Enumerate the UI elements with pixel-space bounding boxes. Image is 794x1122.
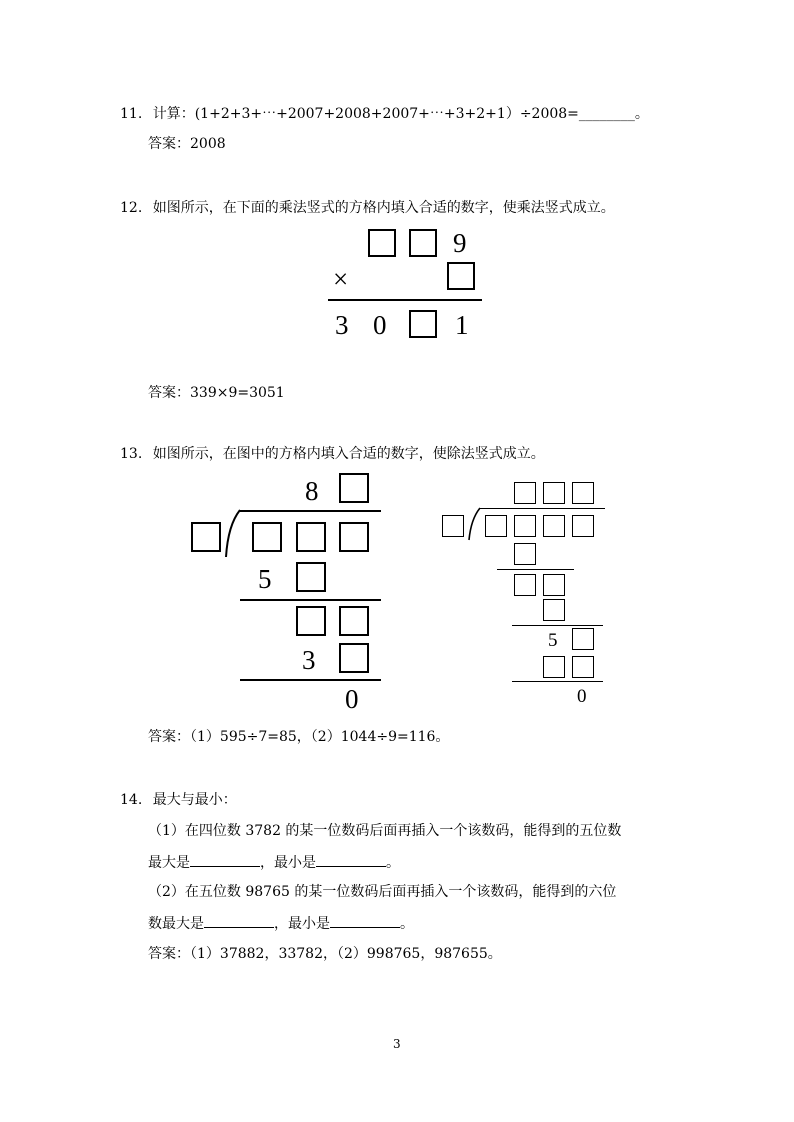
subtraction-rule [240,599,381,601]
part-2-line-2 [148,913,414,934]
answer-blank[interactable] [316,852,386,867]
blank-box[interactable] [339,606,369,636]
quotient-digit: 8 [305,476,319,506]
question-number: 11. [120,106,143,122]
blank-box[interactable] [252,522,282,552]
answer-blank[interactable] [204,913,274,928]
blank-box[interactable] [409,310,437,338]
question-text: 计算：(1+2+3+⋯+2007+2008+2007+⋯+3+2+1）÷2008=________。 [152,106,649,122]
digit: 5 [258,564,272,594]
text-fragment: 数最大是 [148,916,204,932]
blank-box[interactable] [339,522,369,552]
blank-box[interactable] [514,574,536,596]
question-11 [120,104,649,124]
page-number: 3 [393,1037,401,1051]
blank-box[interactable] [543,482,565,504]
answer-11: 答案：2008 [148,136,226,152]
blank-box[interactable] [514,515,536,537]
blank-box[interactable] [485,515,507,537]
question-13 [120,444,545,464]
text-fragment: 。 [386,855,400,871]
blank-box[interactable] [543,515,565,537]
blank-box[interactable] [296,562,326,592]
digit: 1 [455,310,469,340]
answer-blank[interactable] [190,852,260,867]
blank-box[interactable] [447,262,475,290]
blank-box[interactable] [296,606,326,636]
text-fragment: 。 [400,916,414,932]
division-bar [479,508,605,509]
blank-box[interactable] [572,656,594,678]
blank-box[interactable] [368,229,396,257]
blank-box[interactable] [296,522,326,552]
blank-box[interactable] [409,229,437,257]
blank-box[interactable] [572,628,594,650]
digit: 3 [335,310,349,340]
blank-box[interactable] [442,515,464,537]
blank-box[interactable] [339,643,369,673]
text-fragment: ，最小是 [260,855,316,871]
question-title: 最大与最小： [152,792,237,808]
text-fragment: 最大是 [148,855,190,871]
remainder: 0 [345,684,359,714]
blank-box[interactable] [514,482,536,504]
blank-box[interactable] [572,515,594,537]
digit: 9 [453,228,467,258]
text-fragment: ，最小是 [274,916,330,932]
division-bar [240,510,381,512]
question-number: 13. [120,446,143,462]
remainder: 0 [577,686,587,707]
multiply-sign: × [333,264,349,294]
subtraction-rule [240,679,381,681]
answer-14: 答案：（1）37882，33782，（2）998765，987655。 [148,946,502,962]
question-text: 如图所示，在下面的乘法竖式的方格内填入合适的数字，使乘法竖式成立。 [152,200,615,216]
answer-13: 答案：（1）595÷7=85，（2）1044÷9=116。 [148,729,450,745]
question-text: 如图所示，在图中的方格内填入合适的数字，使除法竖式成立。 [152,446,545,462]
answer-12: 答案：339×9=3051 [148,385,285,401]
digit: 5 [548,630,558,651]
answer-blank[interactable] [330,913,400,928]
blank-box[interactable] [543,656,565,678]
blank-box[interactable] [191,522,221,552]
blank-box[interactable] [543,574,565,596]
question-number: 12. [120,200,143,216]
blank-box[interactable] [543,599,565,621]
subtraction-rule [512,625,603,626]
question-14 [120,790,237,810]
blank-box[interactable] [339,473,369,503]
part-2-line-1: （2）在五位数 98765 的某一位数码后面再插入一个该数码，能得到的六位 [148,884,617,900]
division-bracket [222,509,242,559]
product-rule [328,299,482,301]
blank-box[interactable] [514,543,536,565]
digit: 3 [302,645,316,675]
blank-box[interactable] [572,482,594,504]
part-1-line-1: （1）在四位数 3782 的某一位数码后面再插入一个该数码，能得到的五位数 [148,823,622,839]
subtraction-rule [512,681,603,682]
digit: 0 [373,310,387,340]
division-bracket [466,507,482,541]
question-number: 14. [120,792,143,808]
subtraction-rule [497,569,574,570]
part-1-line-2 [148,852,400,873]
question-12 [120,198,615,218]
